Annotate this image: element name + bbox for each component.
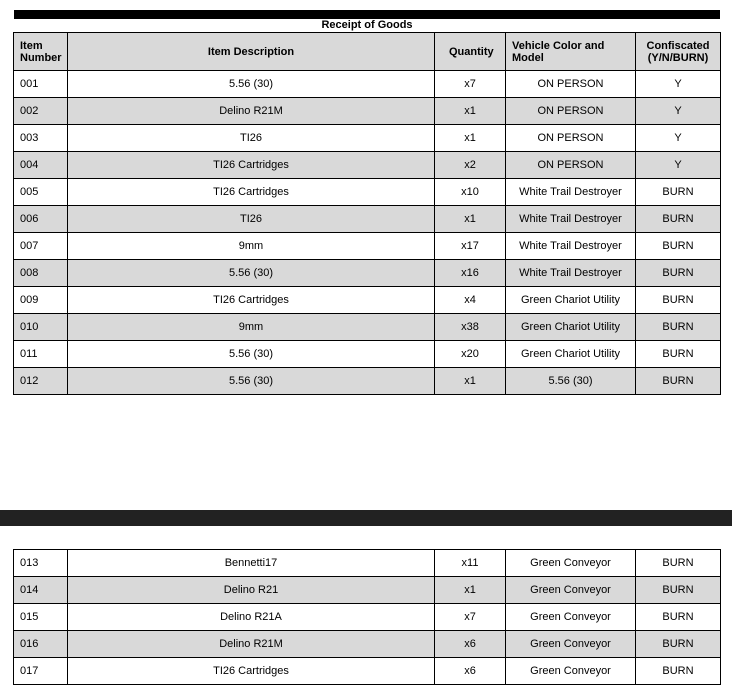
cell-confiscated: Y [636, 152, 721, 179]
cell-item-number: 007 [14, 233, 68, 260]
table-row [14, 550, 721, 577]
cell-item-description: 9mm [68, 233, 435, 260]
cell-quantity: x1 [435, 577, 506, 604]
header-row [14, 33, 721, 71]
cell-confiscated: Y [636, 125, 721, 152]
top-black-bar [14, 10, 720, 19]
cell-confiscated: BURN [636, 314, 721, 341]
receipt-table-continued [13, 549, 721, 685]
cell-vehicle: Green Conveyor [506, 604, 636, 631]
cell-confiscated: BURN [636, 550, 721, 577]
table-row [14, 152, 721, 179]
table-row [14, 368, 721, 395]
table-row [14, 314, 721, 341]
cell-vehicle: ON PERSON [506, 125, 636, 152]
table-row [14, 233, 721, 260]
cell-confiscated: BURN [636, 260, 721, 287]
cell-vehicle: Green Chariot Utility [506, 287, 636, 314]
header-confiscated: Confiscated (Y/N/BURN) [636, 33, 721, 71]
cell-item-description: Bennetti17 [68, 550, 435, 577]
cell-vehicle: Green Chariot Utility [506, 341, 636, 368]
header-item-number: Item Number [14, 33, 68, 71]
cell-confiscated: BURN [636, 233, 721, 260]
cell-item-description: TI26 Cartridges [68, 658, 435, 685]
cell-item-number: 006 [14, 206, 68, 233]
cell-confiscated: BURN [636, 287, 721, 314]
table-row [14, 260, 721, 287]
table-row [14, 631, 721, 658]
cell-item-number: 008 [14, 260, 68, 287]
cell-confiscated: BURN [636, 631, 721, 658]
cell-item-number: 016 [14, 631, 68, 658]
cell-vehicle: White Trail Destroyer [506, 179, 636, 206]
cell-quantity: x6 [435, 631, 506, 658]
cell-item-number: 012 [14, 368, 68, 395]
cell-confiscated: BURN [636, 658, 721, 685]
cell-vehicle: White Trail Destroyer [506, 233, 636, 260]
cell-item-number: 001 [14, 71, 68, 98]
cell-vehicle: Green Conveyor [506, 577, 636, 604]
document-title: Receipt of Goods [321, 19, 413, 31]
cell-quantity: x16 [435, 260, 506, 287]
cell-item-description: TI26 [68, 206, 435, 233]
cell-vehicle: Green Chariot Utility [506, 314, 636, 341]
header-item-description: Item Description [68, 33, 435, 71]
cell-item-number: 011 [14, 341, 68, 368]
cell-confiscated: BURN [636, 577, 721, 604]
table-row [14, 179, 721, 206]
cell-item-number: 013 [14, 550, 68, 577]
cell-item-description: TI26 Cartridges [68, 287, 435, 314]
cell-item-description: 5.56 (30) [68, 341, 435, 368]
cell-quantity: x1 [435, 206, 506, 233]
cell-quantity: x4 [435, 287, 506, 314]
cell-vehicle: ON PERSON [506, 98, 636, 125]
table-row [14, 577, 721, 604]
cell-item-description: TI26 Cartridges [68, 152, 435, 179]
cell-quantity: x1 [435, 368, 506, 395]
cell-quantity: x6 [435, 658, 506, 685]
cell-vehicle: ON PERSON [506, 152, 636, 179]
cell-item-description: TI26 [68, 125, 435, 152]
cell-item-description: 5.56 (30) [68, 71, 435, 98]
cell-item-number: 005 [14, 179, 68, 206]
cell-quantity: x11 [435, 550, 506, 577]
cell-item-number: 010 [14, 314, 68, 341]
cell-vehicle: ON PERSON [506, 71, 636, 98]
cell-confiscated: Y [636, 71, 721, 98]
cell-quantity: x7 [435, 604, 506, 631]
cell-item-number: 017 [14, 658, 68, 685]
table-row [14, 341, 721, 368]
cell-item-number: 014 [14, 577, 68, 604]
cell-item-description: Delino R21A [68, 604, 435, 631]
table-row [14, 287, 721, 314]
table-row [14, 125, 721, 152]
cell-confiscated: BURN [636, 604, 721, 631]
cell-quantity: x1 [435, 98, 506, 125]
cell-item-number: 004 [14, 152, 68, 179]
cell-confiscated: BURN [636, 368, 721, 395]
cell-item-description: 9mm [68, 314, 435, 341]
cell-item-number: 002 [14, 98, 68, 125]
cell-item-number: 003 [14, 125, 68, 152]
cell-vehicle: White Trail Destroyer [506, 206, 636, 233]
cell-quantity: x38 [435, 314, 506, 341]
cell-item-description: Delino R21M [68, 631, 435, 658]
table-row [14, 71, 721, 98]
cell-quantity: x2 [435, 152, 506, 179]
cell-confiscated: BURN [636, 179, 721, 206]
page-break-bar [0, 510, 732, 526]
cell-confiscated: BURN [636, 206, 721, 233]
cell-quantity: x1 [435, 125, 506, 152]
cell-item-description: 5.56 (30) [68, 260, 435, 287]
cell-item-number: 009 [14, 287, 68, 314]
cell-item-description: Delino R21 [68, 577, 435, 604]
header-vehicle-color-model: Vehicle Color and Model [506, 33, 636, 71]
cell-item-description: 5.56 (30) [68, 368, 435, 395]
receipt-table [13, 32, 721, 395]
cell-item-description: Delino R21M [68, 98, 435, 125]
cell-vehicle: Green Conveyor [506, 631, 636, 658]
cell-confiscated: Y [636, 98, 721, 125]
cell-quantity: x17 [435, 233, 506, 260]
cell-quantity: x20 [435, 341, 506, 368]
cell-quantity: x10 [435, 179, 506, 206]
cell-vehicle: Green Conveyor [506, 658, 636, 685]
cell-item-number: 015 [14, 604, 68, 631]
cell-item-description: TI26 Cartridges [68, 179, 435, 206]
cell-vehicle: White Trail Destroyer [506, 260, 636, 287]
header-quantity: Quantity [435, 33, 506, 71]
cell-confiscated: BURN [636, 341, 721, 368]
cell-vehicle: 5.56 (30) [506, 368, 636, 395]
cell-vehicle: Green Conveyor [506, 550, 636, 577]
table-row [14, 206, 721, 233]
cell-quantity: x7 [435, 71, 506, 98]
table-row [14, 604, 721, 631]
table-row [14, 98, 721, 125]
table-row [14, 658, 721, 685]
